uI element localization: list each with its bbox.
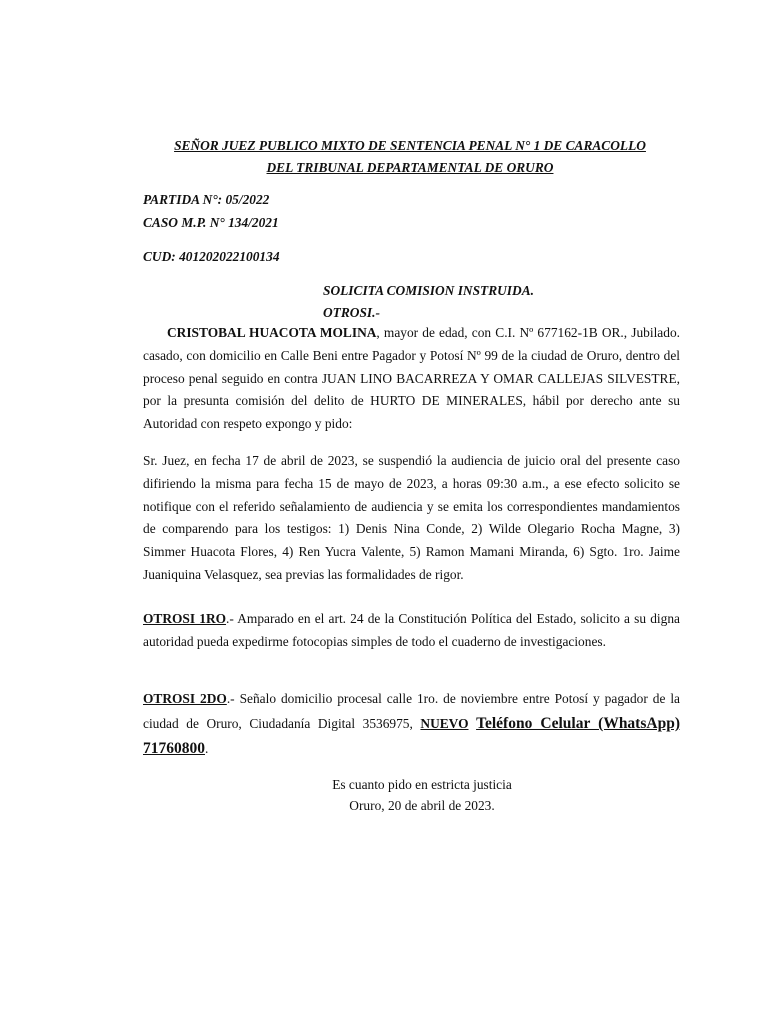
otrosi-1-label: OTROSI 1RO (143, 611, 227, 626)
subject-line-2: OTROSI.- (323, 305, 380, 320)
intro-text: , mayor de edad, con C.I. Nº 677162-1B OR., Jubilado. casado, con domicilio en Calle Beni entre Pagador y Potosí Nº 99 de la ciudad de Oruro, dentro del proceso penal seguido en contra JUAN LINO BACARREZA Y OMAR CALLEJAS SILVESTRE, por la presunta comisión del delito de HURTO DE MINERALES, hábil por derecho ante su Autoridad con respeto expongo y pido: (143, 325, 680, 432)
cud-number: CUD: 401202022100134 (143, 249, 280, 264)
closing-line-1: Es cuanto pido en estricta justicia (332, 777, 512, 792)
otrosi-1-text: .- Amparado en el art. 24 de la Constitución Política del Estado, solicito a su digna autoridad pueda expedirme fotocopias simples de todo el cuaderno de investigaciones. (143, 611, 680, 649)
phone-number: Teléfono Celular (WhatsApp) 71760800 (143, 715, 680, 757)
otrosi-2-text: .- Señalo domicilio procesal calle 1ro. de noviembre entre Potosí y pagador de la ciudad de Oruro, Ciudadanía Digital 3536975, (143, 691, 680, 731)
petitioner-name: CRISTOBAL HUACOTA MOLINA (167, 325, 377, 340)
otrosi-1-paragraph (143, 608, 680, 654)
partida-number: PARTIDA N°: 05/2022 (143, 192, 270, 207)
caso-number: CASO M.P. N° 134/2021 (143, 215, 279, 230)
heading-line-2: DEL TRIBUNAL DEPARTAMENTAL DE ORURO (266, 160, 554, 175)
subject-line-1: SOLICITA COMISION INSTRUIDA. (323, 283, 534, 298)
otrosi-2-end: . (205, 741, 209, 756)
intro-paragraph (143, 322, 680, 436)
otrosi-2-label: OTROSI 2DO (143, 691, 227, 706)
nuevo-label: NUEVO (420, 716, 469, 731)
body-paragraph: Sr. Juez, en fecha 17 de abril de 2023, se suspendió la audiencia de juicio oral del presente caso difiriendo la misma para fecha 15 de mayo de 2023, a horas 09:30 a.m., a ese efecto solicito se notifique con el referido señalamiento de audiencia y se emita los correspondientes mandamientos de comparendo para los testigos: 1) Denis Nina Conde, 2) Wilde Olegario Rocha Magne, 3) Simmer Huacota Flores, 4) Ren Yucra Valente, 5) Ramon Mamani Miranda, 6) Sgto. 1ro. Jaime Juaniquina Velasquez, sea previas las formalidades de rigor. (143, 453, 680, 582)
otrosi-2-paragraph (143, 686, 680, 761)
heading-line-1: SEÑOR JUEZ PUBLICO MIXTO DE SENTENCIA PENAL N° 1 DE CARACOLLO (174, 138, 646, 153)
closing-line-2: Oruro, 20 de abril de 2023. (349, 798, 495, 813)
